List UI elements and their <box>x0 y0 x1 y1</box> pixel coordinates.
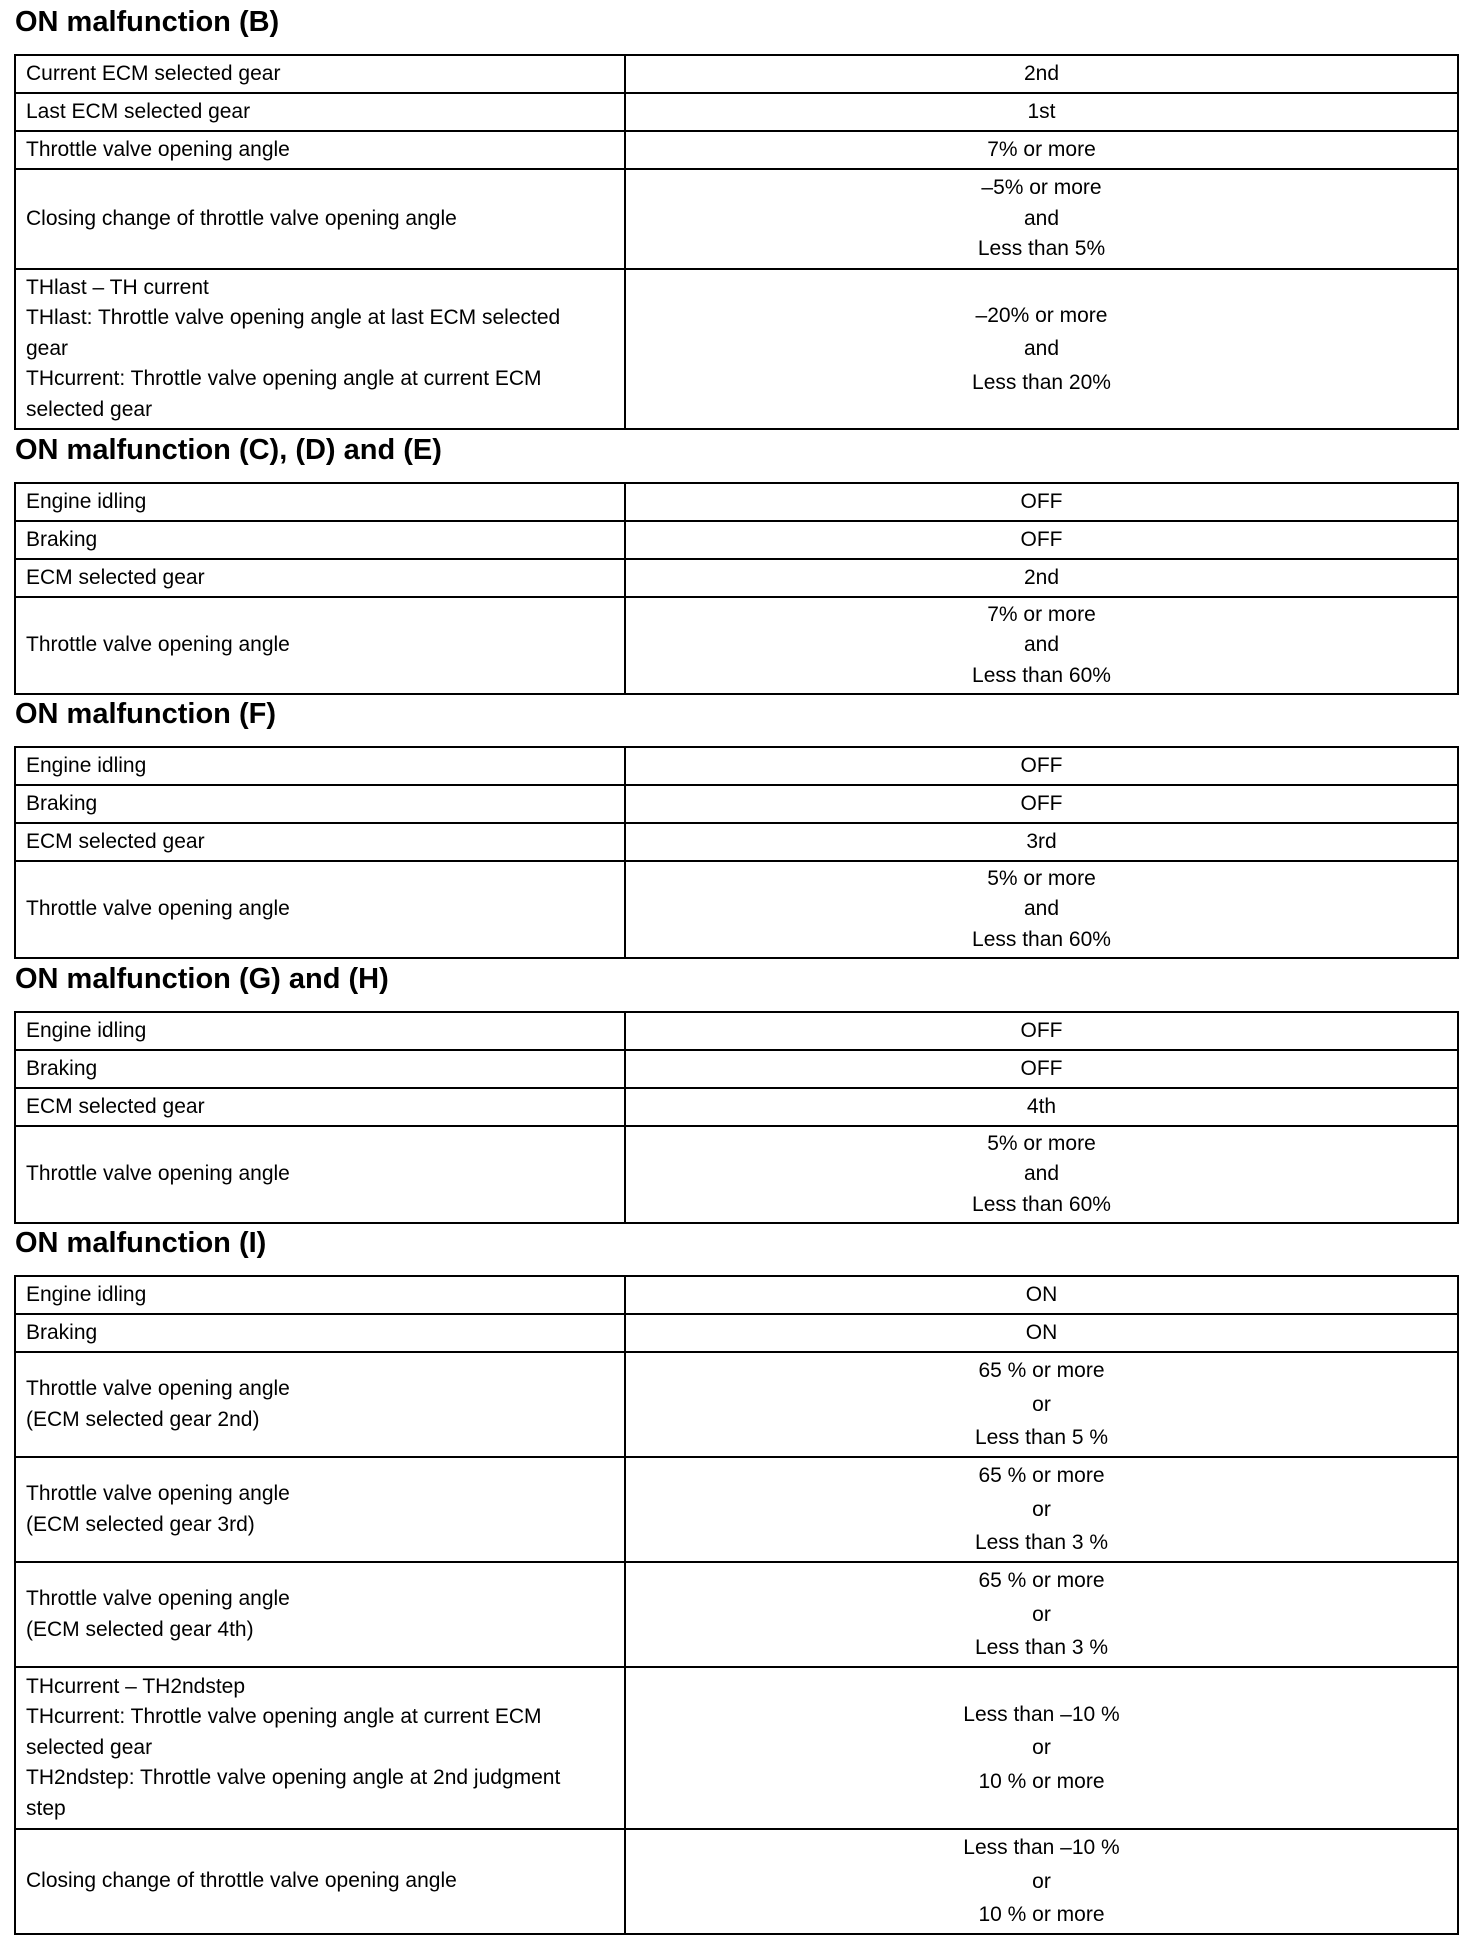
condition-label-line: Braking <box>26 527 98 551</box>
condition-label-line: Throttle valve opening angle <box>26 897 290 921</box>
table-row <box>15 1126 1458 1223</box>
condition-value <box>625 269 1458 429</box>
condition-label-line: Last ECM selected gear <box>26 99 251 123</box>
condition-value <box>625 1050 1458 1088</box>
condition-value-line: 5% or more <box>987 866 1096 890</box>
table-row <box>15 483 1458 521</box>
condition-value <box>625 1352 1458 1457</box>
condition-value-line: OFF <box>1020 489 1063 513</box>
condition-value <box>625 55 1458 93</box>
condition-label <box>15 823 625 861</box>
condition-label-line: (ECM selected gear 4th) <box>26 1617 254 1641</box>
table-row <box>15 597 1458 694</box>
condition-label-line: THcurrent: Throttle valve opening angle at current ECM <box>26 1705 542 1729</box>
condition-value <box>625 131 1458 169</box>
condition-value <box>625 861 1458 958</box>
condition-label-line: Engine idling <box>26 753 147 777</box>
condition-value <box>625 597 1458 694</box>
condition-value-line: 65 % or more <box>978 1359 1105 1383</box>
condition-label-line: Engine idling <box>26 489 147 513</box>
table-row <box>15 785 1458 823</box>
condition-label-line: Throttle valve opening angle <box>26 1587 290 1610</box>
condition-table <box>14 746 1459 959</box>
condition-label <box>15 483 625 521</box>
table-row <box>15 55 1458 93</box>
table-row <box>15 1088 1458 1126</box>
condition-value-line: –5% or more <box>981 176 1102 200</box>
condition-table <box>14 1011 1459 1224</box>
table-row <box>15 1457 1458 1562</box>
condition-label <box>15 1562 625 1667</box>
condition-label-line: Throttle valve opening angle <box>26 137 290 161</box>
condition-label <box>15 1457 625 1562</box>
condition-label-line: Closing change of throttle valve opening angle <box>26 206 457 230</box>
condition-value-line: Less than 3 % <box>974 1531 1109 1555</box>
condition-label <box>15 559 625 597</box>
condition-label-line: ECM selected gear <box>26 829 205 853</box>
condition-value-line: and <box>1023 897 1060 921</box>
condition-value <box>625 823 1458 861</box>
table-row <box>15 131 1458 169</box>
condition-value <box>625 169 1458 269</box>
condition-label-line: selected gear <box>26 397 153 421</box>
condition-label <box>15 269 625 429</box>
section-title: ON malfunction (B) <box>15 6 280 38</box>
condition-value-line: or <box>1032 1736 1051 1760</box>
condition-label <box>15 1088 625 1126</box>
condition-value-line: and <box>1023 633 1060 657</box>
condition-label <box>15 55 625 93</box>
condition-table <box>14 54 1459 430</box>
condition-value <box>625 521 1458 559</box>
condition-value-line: 7% or more <box>987 602 1096 626</box>
condition-label <box>15 861 625 958</box>
condition-value <box>625 1829 1458 1934</box>
condition-table <box>14 1275 1459 1935</box>
table-row <box>15 747 1458 785</box>
condition-label-line: Engine idling <box>26 1018 147 1042</box>
table-row <box>15 861 1458 958</box>
condition-value-line: 7% or more <box>987 137 1096 161</box>
condition-value-line: 65 % or more <box>978 1464 1105 1488</box>
condition-value <box>625 1088 1458 1126</box>
table-row <box>15 1314 1458 1352</box>
condition-value-line: Less than 60% <box>972 927 1111 951</box>
section-title: ON malfunction (F) <box>15 698 276 730</box>
condition-label-line: step <box>26 1796 66 1820</box>
condition-value-line: 1st <box>1027 99 1056 123</box>
condition-value-line: or <box>1032 1392 1051 1416</box>
condition-value <box>625 93 1458 131</box>
section-title: ON malfunction (C), (D) and (E) <box>15 434 442 466</box>
condition-value <box>625 785 1458 823</box>
condition-label <box>15 1667 625 1829</box>
condition-value <box>625 1314 1458 1352</box>
condition-label-line: ECM selected gear <box>26 565 205 589</box>
condition-label-line: (ECM selected gear 3rd) <box>26 1512 255 1536</box>
condition-value-line: Less than –10 % <box>963 1702 1120 1726</box>
condition-value-line: and <box>1023 1162 1060 1186</box>
table-row <box>15 559 1458 597</box>
condition-value-line: Less than 3 % <box>974 1636 1109 1660</box>
condition-value-line: 5% or more <box>987 1131 1096 1155</box>
condition-label-line: Closing change of throttle valve opening angle <box>26 1869 457 1893</box>
condition-value-line: 4th <box>1026 1094 1057 1118</box>
condition-value-line: 2nd <box>1023 565 1060 589</box>
condition-label-line: Braking <box>26 1320 98 1344</box>
condition-label <box>15 1829 625 1934</box>
condition-label-line: THcurrent – TH2ndstep <box>26 1674 246 1698</box>
table-row <box>15 1352 1458 1457</box>
table-row <box>15 269 1458 429</box>
condition-value-line: 10 % or more <box>978 1903 1105 1927</box>
condition-value-line: OFF <box>1020 791 1063 815</box>
condition-label-line: THlast – TH current <box>26 275 209 299</box>
condition-value-line: Less than 5% <box>977 237 1106 261</box>
condition-label-line: (ECM selected gear 2nd) <box>26 1407 260 1431</box>
condition-value <box>625 1667 1458 1829</box>
table-row <box>15 1667 1458 1829</box>
condition-label-line: THlast: Throttle valve opening angle at last ECM selected <box>26 306 561 330</box>
condition-label <box>15 747 625 785</box>
condition-label-line: Throttle valve opening angle <box>26 633 290 657</box>
condition-value-line: 10 % or more <box>978 1769 1105 1793</box>
condition-label <box>15 785 625 823</box>
condition-label <box>15 1314 625 1352</box>
table-row <box>15 823 1458 861</box>
table-row <box>15 1012 1458 1050</box>
condition-value-line: ON <box>1025 1320 1058 1344</box>
condition-value <box>625 1012 1458 1050</box>
condition-value-line: OFF <box>1020 753 1063 777</box>
condition-table <box>14 482 1459 695</box>
condition-value-line: Less than 60% <box>972 663 1111 687</box>
condition-value-line: or <box>1032 1497 1051 1521</box>
condition-value <box>625 1126 1458 1223</box>
table-row <box>15 521 1458 559</box>
condition-value-line: or <box>1032 1869 1051 1893</box>
condition-value <box>625 1562 1458 1667</box>
condition-label-line: Braking <box>26 791 98 815</box>
condition-value-line: OFF <box>1020 1056 1063 1080</box>
condition-value <box>625 559 1458 597</box>
condition-value <box>625 483 1458 521</box>
condition-label-line: Current ECM selected gear <box>26 61 281 85</box>
condition-label-line: selected gear <box>26 1735 153 1759</box>
condition-label-line: Throttle valve opening angle <box>26 1377 290 1400</box>
table-row <box>15 1829 1458 1934</box>
condition-label <box>15 521 625 559</box>
condition-label-line: Throttle valve opening angle <box>26 1482 290 1505</box>
condition-value-line: Less than 20% <box>972 370 1111 394</box>
condition-label <box>15 1012 625 1050</box>
condition-value-line: OFF <box>1020 527 1063 551</box>
condition-label <box>15 169 625 269</box>
table-row <box>15 1276 1458 1314</box>
table-row <box>15 1050 1458 1088</box>
condition-value-line: OFF <box>1020 1018 1063 1042</box>
section-title: ON malfunction (G) and (H) <box>15 963 389 995</box>
condition-label-line: Braking <box>26 1056 98 1080</box>
condition-label-line: gear <box>26 336 69 360</box>
condition-value-line: –20% or more <box>975 303 1108 327</box>
condition-label <box>15 597 625 694</box>
condition-value-line: Less than 5 % <box>974 1426 1109 1450</box>
table-row <box>15 1562 1458 1667</box>
condition-value-line: and <box>1023 206 1060 230</box>
section-title: ON malfunction (I) <box>15 1227 267 1259</box>
condition-label <box>15 1126 625 1223</box>
condition-label <box>15 1352 625 1457</box>
condition-value <box>625 747 1458 785</box>
condition-value <box>625 1276 1458 1314</box>
condition-value-line: or <box>1032 1602 1051 1626</box>
condition-label-line: Engine idling <box>26 1282 147 1306</box>
condition-label-line: TH2ndstep: Throttle valve opening angle at 2nd judgment <box>26 1766 561 1790</box>
condition-value-line: 2nd <box>1023 61 1060 85</box>
condition-value-line: and <box>1023 337 1060 361</box>
condition-label-line: THcurrent: Throttle valve opening angle at current ECM <box>26 367 542 391</box>
condition-label <box>15 1276 625 1314</box>
condition-value-line: ON <box>1025 1282 1058 1306</box>
table-row <box>15 93 1458 131</box>
condition-value-line: 65 % or more <box>978 1569 1105 1593</box>
condition-label <box>15 93 625 131</box>
condition-value <box>625 1457 1458 1562</box>
condition-label-line: ECM selected gear <box>26 1094 205 1118</box>
condition-value-line: Less than 60% <box>972 1192 1111 1216</box>
condition-value-line: 3rd <box>1026 829 1057 853</box>
condition-label-line: Throttle valve opening angle <box>26 1162 290 1186</box>
condition-value-line: Less than –10 % <box>963 1836 1120 1860</box>
table-row <box>15 169 1458 269</box>
condition-label <box>15 1050 625 1088</box>
condition-label <box>15 131 625 169</box>
